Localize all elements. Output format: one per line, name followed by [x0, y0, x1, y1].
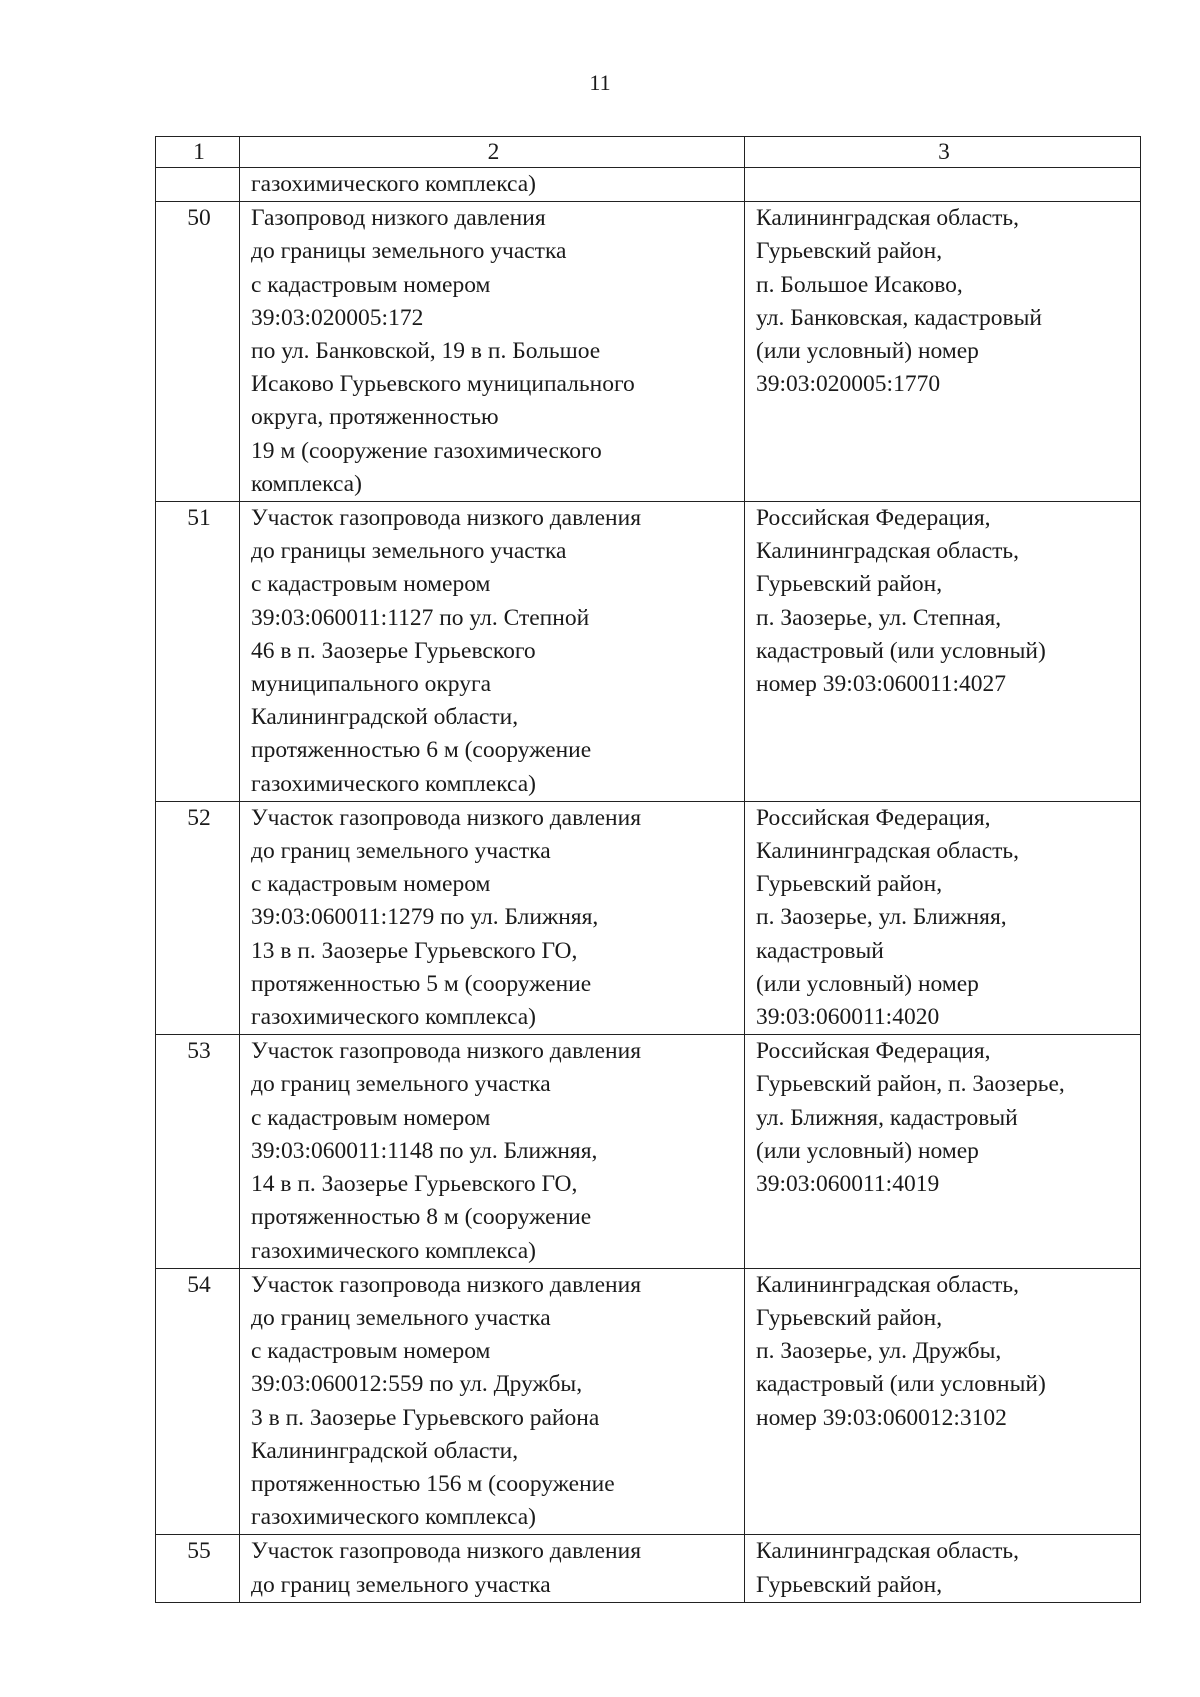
object-address-line: ул. Банковская, кадастровый [756, 304, 1042, 331]
object-name-line: газохимического комплекса) [251, 770, 537, 797]
object-address-line: номер 39:03:060011:4027 [756, 671, 1007, 698]
row-number: 55 [156, 1535, 240, 1602]
object-address-line: Гурьевский район, [756, 871, 943, 898]
table-row [156, 801, 1141, 1034]
object-name-line: 39:03:060012:559 по ул. Дружбы, [251, 1371, 583, 1398]
object-name-line: муниципального округа [251, 671, 492, 698]
object-name-cell [240, 801, 745, 1034]
object-address-line: кадастровый (или условный) [756, 637, 1046, 664]
object-name-line: Участок газопровода низкого давления [251, 1038, 642, 1065]
object-name-line: газохимического комплекса) [251, 1504, 537, 1531]
object-address-cell [745, 168, 1141, 202]
row-number: 53 [156, 1035, 240, 1268]
object-name-cell [240, 1268, 745, 1535]
object-name-line: 39:03:060011:1148 по ул. Ближняя, [251, 1137, 598, 1164]
column-header-3: 3 [745, 137, 1141, 168]
object-name-line: до границы земельного участка [251, 538, 567, 565]
object-address-line: ул. Ближняя, кадастровый [756, 1104, 1018, 1131]
object-address-line: Калининградская область, [756, 1538, 1019, 1565]
table-body [156, 137, 1141, 1603]
object-name-cell [240, 202, 745, 502]
object-address-cell [745, 502, 1141, 802]
object-address-line: (или условный) номер [756, 970, 979, 997]
object-address-cell [745, 1035, 1141, 1268]
object-address-line: (или условный) номер [756, 1137, 979, 1164]
object-name-line: газохимического комплекса) [251, 1237, 537, 1264]
object-address-line: п. Заозерье, ул. Дружбы, [756, 1338, 1002, 1365]
object-name-line: 39:03:060011:1279 по ул. Ближняя, [251, 904, 599, 931]
object-name-line: с кадастровым номером [251, 1104, 491, 1131]
object-name-line: Газопровод низкого давления [251, 205, 546, 232]
object-address-line: Гурьевский район, [756, 238, 943, 265]
object-name-cell [240, 1535, 745, 1602]
object-name-cell [240, 1035, 745, 1268]
object-name-cell [240, 502, 745, 802]
object-name-line: Участок газопровода низкого давления [251, 804, 642, 831]
table-row [156, 502, 1141, 802]
registry-table [155, 136, 1141, 1603]
object-address-cell [745, 202, 1141, 502]
table-row [156, 168, 1141, 202]
object-address-line: Гурьевский район, [756, 1571, 943, 1598]
table-row [156, 1035, 1141, 1268]
object-name-line: с кадастровым номером [251, 271, 491, 298]
object-name-line: до границ земельного участка [251, 1304, 551, 1331]
object-name-line: газохимического комплекса) [251, 171, 537, 197]
page-number: 11 [589, 70, 611, 95]
object-name-line: протяженностью 8 м (сооружение [251, 1204, 592, 1231]
object-address-cell [745, 801, 1141, 1034]
object-address-line: Калининградская область, [756, 1271, 1019, 1298]
object-name-line: протяженностью 156 м (сооружение [251, 1470, 615, 1497]
object-address-line: Гурьевский район, п. Заозерье, [756, 1071, 1065, 1098]
object-name-line: 46 в п. Заозерье Гурьевского [251, 637, 536, 664]
object-address-line: Российская Федерация, [756, 1038, 991, 1065]
table-header-row [156, 137, 1141, 168]
object-name-line: Исаково Гурьевского муниципального [251, 371, 635, 398]
object-address-line: Российская Федерация, [756, 505, 991, 532]
object-address-line: кадастровый [756, 937, 884, 964]
object-address-line: кадастровый (или условный) [756, 1371, 1046, 1398]
object-name-line: Участок газопровода низкого давления [251, 1538, 642, 1565]
object-name-line: Калининградской области, [251, 1437, 519, 1464]
object-name-line: 14 в п. Заозерье Гурьевского ГО, [251, 1171, 578, 1198]
object-name-line: округа, протяженностью [251, 404, 499, 431]
object-address-line: Калининградская область, [756, 838, 1019, 865]
object-name-line: 39:03:020005:172 [251, 304, 424, 331]
object-address-line: Гурьевский район, [756, 1304, 943, 1331]
object-name-line: до границы земельного участка [251, 238, 567, 265]
object-name-line: 39:03:060011:1127 по ул. Степной [251, 604, 590, 631]
object-name-line: протяженностью 5 м (сооружение [251, 970, 592, 997]
object-address-line: п. Заозерье, ул. Ближняя, [756, 904, 1007, 931]
table-row [156, 1535, 1141, 1602]
object-address-cell [745, 1268, 1141, 1535]
object-address-line: (или условный) номер [756, 338, 979, 365]
object-address-line: п. Большое Исаково, [756, 271, 963, 298]
object-name-line: по ул. Банковской, 19 в п. Большое [251, 338, 601, 365]
object-address-line: Гурьевский район, [756, 571, 943, 598]
object-name-line: 13 в п. Заозерье Гурьевского ГО, [251, 937, 578, 964]
object-address-line: Калининградская область, [756, 205, 1019, 232]
object-name-line: Участок газопровода низкого давления [251, 505, 642, 532]
object-name-cell [240, 168, 745, 202]
object-name-line: Калининградской области, [251, 704, 519, 731]
object-name-line: до границ земельного участка [251, 838, 551, 865]
table-row [156, 1268, 1141, 1535]
object-name-line: комплекса) [251, 470, 362, 497]
column-header-2: 2 [240, 137, 745, 168]
object-name-line: газохимического комплекса) [251, 1004, 537, 1031]
object-address-line: Калининградская область, [756, 538, 1019, 565]
row-number: 52 [156, 801, 240, 1034]
object-name-line: с кадастровым номером [251, 571, 491, 598]
object-name-line: с кадастровым номером [251, 871, 491, 898]
object-name-line: 3 в п. Заозерье Гурьевского района [251, 1404, 600, 1431]
object-address-line: 39:03:060011:4019 [756, 1171, 940, 1198]
object-name-line: до границ земельного участка [251, 1071, 551, 1098]
object-address-line: Российская Федерация, [756, 804, 991, 831]
object-address-cell [745, 1535, 1141, 1602]
column-header-1: 1 [156, 137, 240, 168]
object-address-line: п. Заозерье, ул. Степная, [756, 604, 1002, 631]
table-row [156, 202, 1141, 502]
object-name-line: 19 м (сооружение газохимического [251, 437, 602, 464]
object-name-line: до границ земельного участка [251, 1571, 551, 1598]
object-address-line: 39:03:060011:4020 [756, 1004, 940, 1031]
object-name-line: с кадастровым номером [251, 1338, 491, 1365]
row-number: 50 [156, 202, 240, 502]
object-name-line: Участок газопровода низкого давления [251, 1271, 642, 1298]
row-number: 54 [156, 1268, 240, 1535]
object-name-line: протяженностью 6 м (сооружение [251, 737, 592, 764]
object-address-line: номер 39:03:060012:3102 [756, 1404, 1007, 1431]
object-address-line: 39:03:020005:1770 [756, 371, 941, 398]
row-number: 51 [156, 502, 240, 802]
row-number [156, 168, 240, 202]
